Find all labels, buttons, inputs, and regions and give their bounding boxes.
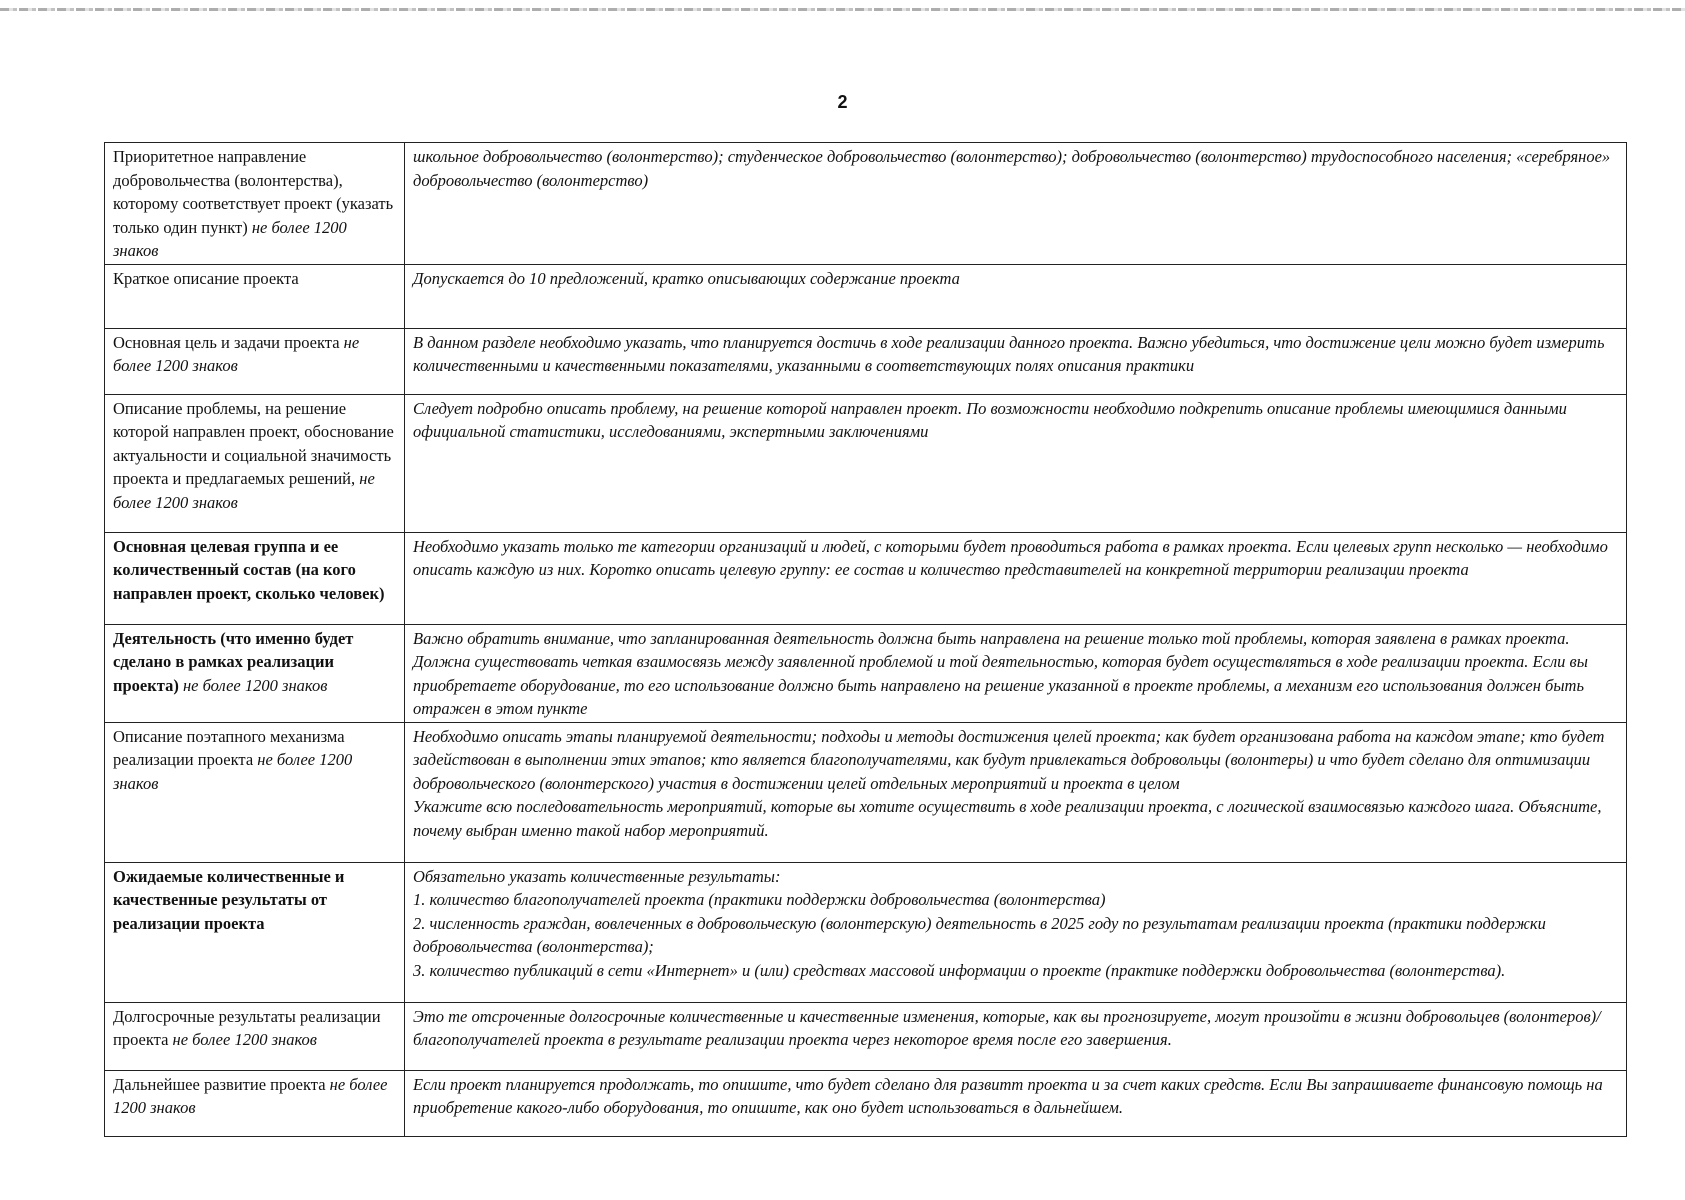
row-label: Краткое описание проекта xyxy=(113,268,299,288)
row-label: Основная цель и задачи проекта xyxy=(113,332,340,352)
row-content-line: Допускается до 10 предложений, кратко описывающих содержание проекта xyxy=(413,268,960,288)
row-content-line: 2. численность граждан, вовлеченных в добровольческую (волонтерскую) деятельность в 2025 году по результатам реализации проекта (практики поддержки добровольчества (волонтерства); xyxy=(413,913,1546,956)
row-label-cell xyxy=(105,1002,405,1070)
row-label-cell xyxy=(105,624,405,722)
row-content-cell xyxy=(405,624,1627,722)
row-content-cell xyxy=(405,1070,1627,1136)
row-label: Долгосрочные результаты реализации проекта xyxy=(113,1006,381,1049)
row-label: Деятельность (что именно будет сделано в рамках реализации проекта) xyxy=(113,628,354,695)
table-row xyxy=(105,722,1627,862)
row-label-cell xyxy=(105,862,405,1002)
row-label-note: не более 1200 знаков xyxy=(113,469,375,512)
row-label-note: не более 1200 знаков xyxy=(113,750,353,793)
row-label: Дальнейшее развитие проекта xyxy=(113,1074,326,1094)
row-content-cell xyxy=(405,328,1627,394)
row-label-note: не более 1200 знаков xyxy=(113,332,360,375)
row-content-line: школьное добровольчество (волонтерство); студенческое добровольчество (волонтерство); добровольчество (волонтерство) трудоспособного населения; «серебряное» добровольчество (волонтерство) xyxy=(413,147,1611,190)
row-content-cell xyxy=(405,532,1627,624)
table-row xyxy=(105,264,1627,328)
row-content-line: Укажите всю последовательность мероприятий, которые вы хотите осуществить в ходе реализации проекта, с логической взаимосвязью каждого шага. Объясните, почему выбран именно такой набор мероприятий. xyxy=(413,797,1602,840)
row-content-cell xyxy=(405,862,1627,1002)
row-content-cell xyxy=(405,264,1627,328)
row-label: Описание поэтапного механизма реализации проекта xyxy=(113,726,345,769)
table-row xyxy=(105,328,1627,394)
row-content-line: Если проект планируется продолжать, то опишите, что будет сделано для развитт проекта и за счет каких средств. Если Вы запрашиваете финансовую помощь на приобретение какого-либо оборудования, то опишите, как оно будет использоваться в дальнейшем. xyxy=(413,1074,1603,1117)
row-content-line: Важно обратить внимание, что запланированная деятельность должна быть направлена на решение только той проблемы, которая заявлена в рамках проекта. Должна существовать четкая взаимосвязь между заявленной проблемой и той деятельностью, которая будет осуществляться в ходе реализации проекта. Если вы приобретаете оборудование, то его использование должно быть направлено на решение указанной в проекте проблемы, а механизм его использования должен быть отражен в этом пункте xyxy=(413,628,1588,718)
table-body xyxy=(105,143,1627,1137)
row-label-note: не более 1200 знаков xyxy=(113,217,347,260)
row-label: Описание проблемы, на решение которой направлен проект, обоснование актуальности и социальной значимость проекта и предлагаемых решений, xyxy=(113,398,394,488)
row-label-cell xyxy=(105,264,405,328)
row-content-line: Необходимо указать только те категории организаций и людей, с которыми будет проводиться работа в рамках проекта. Если целевых групп несколько — необходимо описать каждую из них. Коротко описать целевую группу: ее состав и количество представителей на конкретной территории реализации проекта xyxy=(413,536,1608,579)
table-row xyxy=(105,532,1627,624)
row-label: Ожидаемые количественные и качественные результаты от реализации проекта xyxy=(113,866,345,933)
row-content-line: Это те отсроченные долгосрочные количественные и качественные изменения, которые, как вы прогнозируете, могут произойти в жизни добровольцев (волонтеров)/благополучателей проекта в результате реализации проекта через некоторое время после его завершения. xyxy=(413,1006,1601,1049)
row-content-line: В данном разделе необходимо указать, что планируется достичь в ходе реализации данного проекта. Важно убедиться, что достижение цели можно будет измерить количественными и качественными показателями, указанными в соответствующих полях описания практики xyxy=(413,332,1605,375)
table-row xyxy=(105,1002,1627,1070)
row-content-line: Следует подробно описать проблему, на решение которой направлен проект. По возможности необходимо подкрепить описание проблемы имеющимися данными официальной статистики, исследованиями, экспертными заключениями xyxy=(413,398,1567,441)
row-label-cell xyxy=(105,722,405,862)
table-row xyxy=(105,143,1627,265)
project-form-table xyxy=(104,142,1627,1137)
row-label-cell xyxy=(105,328,405,394)
row-content-cell xyxy=(405,394,1627,532)
row-label-cell xyxy=(105,1070,405,1136)
row-label-cell xyxy=(105,532,405,624)
row-label: Приоритетное направление добровольчества (волонтерства), которому соответствует проект (указать только один пункт) xyxy=(113,147,394,237)
row-content-line: Обязательно указать количественные результаты: xyxy=(413,866,781,886)
table-row xyxy=(105,862,1627,1002)
row-content-cell xyxy=(405,722,1627,862)
table-row xyxy=(105,394,1627,532)
page-number: 2 xyxy=(837,92,848,112)
row-label-cell xyxy=(105,143,405,265)
row-content-line: 3. количество публикаций в сети «Интернет» и (или) средствах массовой информации о проекте (практике поддержки добровольчества (волонтерства). xyxy=(413,960,1506,980)
row-content-cell xyxy=(405,143,1627,265)
row-content-line: 1. количество благополучателей проекта (практики поддержки добровольчества (волонтерства) xyxy=(413,890,1106,909)
row-label-cell xyxy=(105,394,405,532)
row-content-line: Необходимо описать этапы планируемой деятельности; подходы и методы достижения целей проекта; как будет организована работа на каждом этапе; кто будет задействован в выполнении этих этапов; кто является благополучателями, как будут привлекаться добровольцы (волонтеры) и что будет сделано для оптимизации добровольческого (волонтерского) участия в достижении целей отдельных мероприятий и проекта в целом xyxy=(413,726,1605,793)
row-label-note: не более 1200 знаков xyxy=(172,1030,317,1049)
row-content-cell xyxy=(405,1002,1627,1070)
row-label-note: не более 1200 знаков xyxy=(113,1074,388,1117)
table-row xyxy=(105,624,1627,722)
table-row xyxy=(105,1070,1627,1136)
row-label: Основная целевая группа и ее количественный состав (на кого направлен проект, сколько человек) xyxy=(113,536,385,603)
row-label-note: не более 1200 знаков xyxy=(182,675,328,695)
scan-edge-artifact xyxy=(0,8,1685,11)
